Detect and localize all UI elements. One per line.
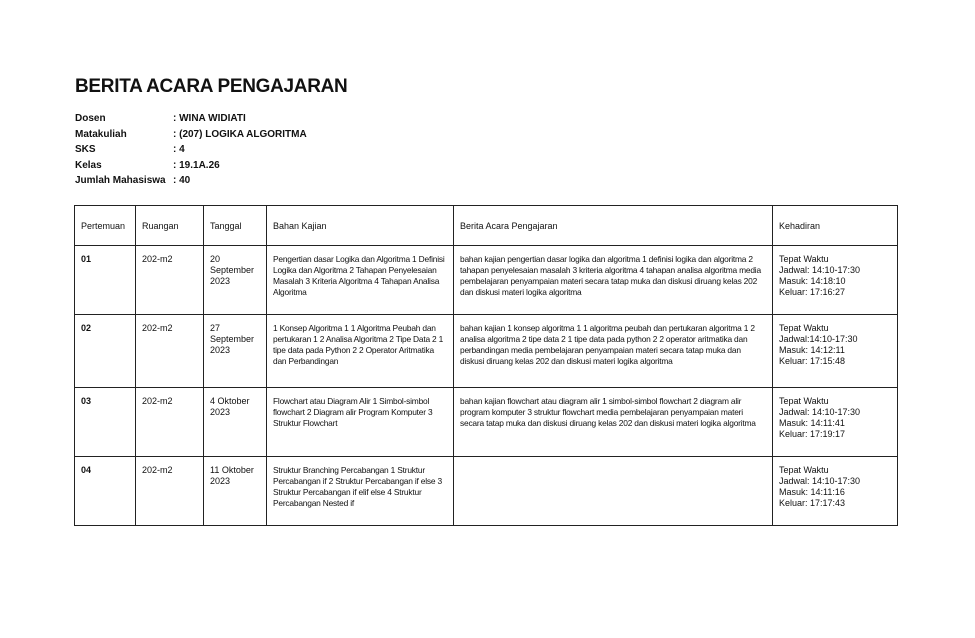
cell-bahan-kajian: Flowchart atau Diagram Alir 1 Simbol-simbol flowchart 2 Diagram alir Program Komputer 3 Struktur Flowchart [267, 388, 454, 457]
attendance-check-in: Masuk: 14:18:10 [779, 276, 846, 286]
attendance-status: Tepat Waktu [779, 396, 829, 406]
attendance-status: Tepat Waktu [779, 465, 829, 475]
meta-value: : WINA WIDIATI [173, 113, 246, 124]
attendance-schedule: Jadwal: 14:10-17:30 [779, 407, 861, 417]
table-header-row [75, 206, 898, 246]
attendance-schedule: Jadwal: 14:10-17:30 [779, 476, 861, 486]
header-berita-acara: Berita Acara Pengajaran [454, 206, 773, 246]
cell-kehadiran [773, 315, 898, 388]
meta-row-matakuliah [75, 127, 307, 143]
header-bahan-kajian: Bahan Kajian [267, 206, 454, 246]
cell-tanggal: 27 September 2023 [204, 315, 267, 388]
attendance-check-out: Keluar: 17:15:48 [779, 356, 846, 366]
cell-pertemuan: 03 [75, 388, 136, 457]
header-pertemuan: Pertemuan [75, 206, 136, 246]
header-tanggal: Tanggal [204, 206, 267, 246]
cell-kehadiran [773, 388, 898, 457]
course-info [75, 111, 307, 189]
attendance-status: Tepat Waktu [779, 254, 829, 264]
cell-kehadiran [773, 457, 898, 526]
cell-berita-acara [454, 457, 773, 526]
meta-row-jumlah-mahasiswa [75, 173, 307, 189]
header-ruangan: Ruangan [136, 206, 204, 246]
attendance-check-out: Keluar: 17:17:43 [779, 498, 846, 508]
cell-ruangan: 202-m2 [136, 457, 204, 526]
table-row [75, 315, 898, 388]
meta-value: : 19.1A.26 [173, 159, 220, 171]
table-row [75, 388, 898, 457]
cell-ruangan: 202-m2 [136, 315, 204, 388]
meta-label: Matakuliah [75, 128, 127, 140]
cell-bahan-kajian: Struktur Branching Percabangan 1 Struktur Percabangan if 2 Struktur Percabangan if else 3 Struktur Percabangan if elif else 4 Struktur Percabangan Nested if [267, 457, 454, 526]
attendance-check-out: Keluar: 17:16:27 [779, 287, 846, 297]
meta-value: : 4 [173, 144, 185, 155]
cell-tanggal: 20 September 2023 [204, 246, 267, 315]
document-title: BERITA ACARA PENGAJARAN [75, 76, 348, 97]
cell-kehadiran [773, 246, 898, 315]
cell-ruangan: 202-m2 [136, 388, 204, 457]
meta-label: Dosen [75, 113, 106, 124]
header-kehadiran: Kehadiran [773, 206, 898, 246]
cell-berita-acara: bahan kajian pengertian dasar logika dan algoritma 1 definisi logika dan algoritma 2 tahapan penyelesaian masalah 3 kriteria algoritma 4 tahapan analisa algoritma media pembelajaran penyampaian materi secara tatap muka dan diskusi diruang kelas 202 dan diskusi materi logika algoritma [454, 246, 773, 315]
meta-label: Jumlah Mahasiswa [75, 175, 166, 186]
meta-label: Kelas [75, 159, 102, 171]
cell-tanggal: 11 Oktober 2023 [204, 457, 267, 526]
attendance-check-in: Masuk: 14:11:41 [779, 418, 845, 428]
meta-row-sks [75, 142, 307, 158]
cell-bahan-kajian: Pengertian dasar Logika dan Algoritma 1 Definisi Logika dan Algoritma 2 Tahapan Penyelesaian Masalah 3 Kriteria Algoritma 4 Tahapan Analisa Algoritma [267, 246, 454, 315]
attendance-schedule: Jadwal: 14:10-17:30 [779, 265, 861, 275]
teaching-report-table [74, 205, 898, 526]
table-row [75, 457, 898, 526]
attendance-check-in: Masuk: 14:12:11 [779, 345, 845, 355]
meta-value: : (207) LOGIKA ALGORITMA [173, 128, 307, 140]
cell-pertemuan: 01 [75, 246, 136, 315]
cell-bahan-kajian: 1 Konsep Algoritma 1 1 Algoritma Peubah dan pertukaran 1 2 Analisa Algoritma 2 Tipe Data 2 1 tipe data pada Python 2 2 Operator Aritmatika dan Perbandingan [267, 315, 454, 388]
attendance-check-out: Keluar: 17:19:17 [779, 429, 846, 439]
attendance-status: Tepat Waktu [779, 323, 829, 333]
cell-ruangan: 202-m2 [136, 246, 204, 315]
meta-row-dosen [75, 111, 307, 127]
meta-value: : 40 [173, 175, 191, 186]
attendance-schedule: Jadwal:14:10-17:30 [779, 334, 858, 344]
cell-berita-acara: bahan kajian 1 konsep algoritma 1 1 algoritma peubah dan pertukaran algoritma 1 2 analisa algoritma 2 tipe data 2 1 tipe data pada python 2 2 operator aritmatika dan perbandingan media pembelajaran penyampaian materi secara tatap muka dan diskusi diruang kelas 202 dan diskusi materi logika algoritma [454, 315, 773, 388]
cell-berita-acara: bahan kajian flowchart atau diagram alir 1 simbol-simbol flowchart 2 diagram alir program komputer 3 struktur flowchart media pembelajaran penyampaian materi secara tatap muka dan diskusi diruang kelas 202 dan diskusi materi logika algoritma [454, 388, 773, 457]
cell-tanggal: 4 Oktober 2023 [204, 388, 267, 457]
meta-row-kelas [75, 158, 307, 174]
meta-label: SKS [75, 144, 96, 155]
cell-pertemuan: 02 [75, 315, 136, 388]
attendance-check-in: Masuk: 14:11:16 [779, 487, 845, 497]
cell-pertemuan: 04 [75, 457, 136, 526]
table-row [75, 246, 898, 315]
